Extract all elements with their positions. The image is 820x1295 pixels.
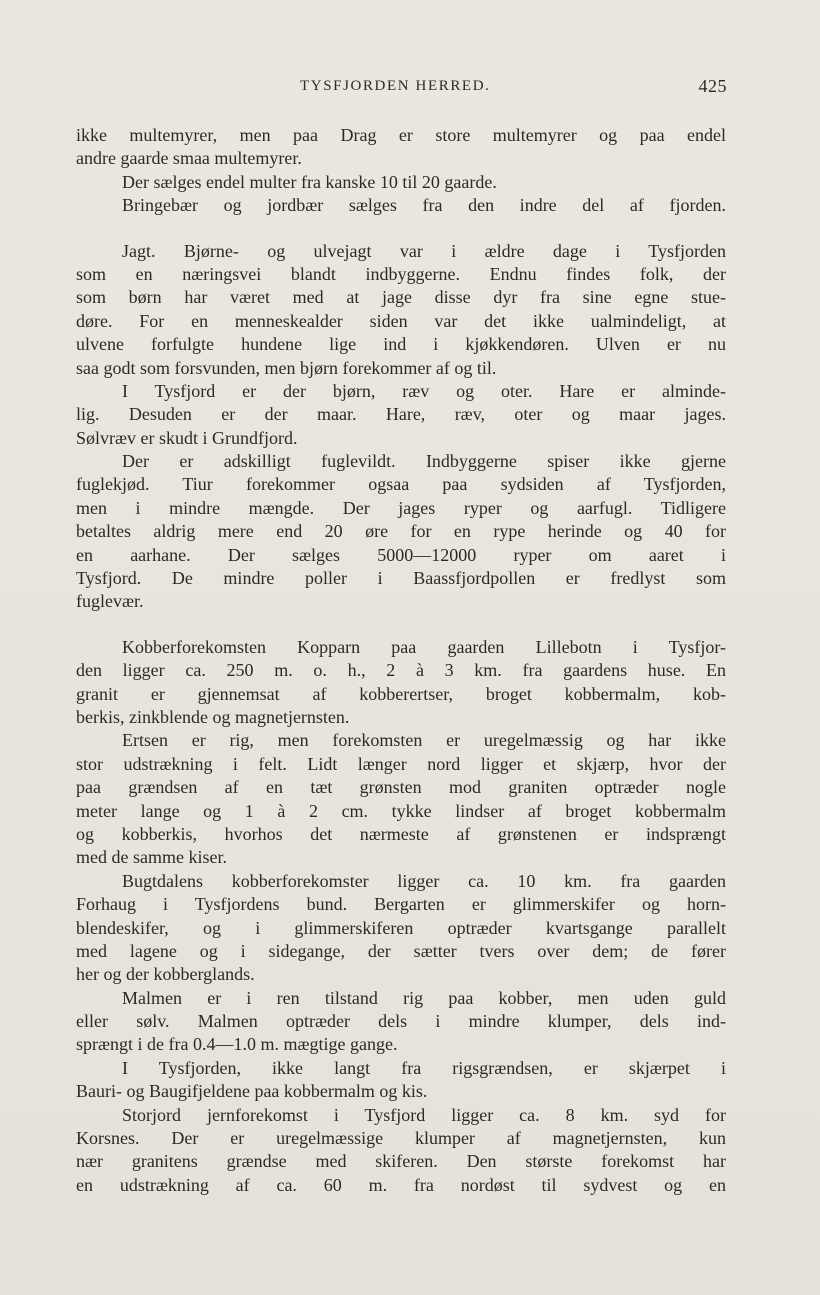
paragraph-kopparn [76,636,726,730]
text-line: ikke multemyrer, men paa Drag er store multemyrer og paa endel [76,125,726,145]
page-number: 425 [698,76,727,96]
text-line: Tysfjord. De mindre poller i Baassfjordpollen er fredlyst som [76,568,726,589]
text-line: I Tysfjord er der bjørn, ræv og oter. Hare er alminde- [122,380,726,401]
text-line: fuglekjød. Tiur forekommer ogsaa paa sydsiden af Tysfjorden, [76,474,726,495]
text-line: døre. For en menneskealder siden var det ikke ualmindeligt, at [76,310,726,331]
paragraph-ertsen [76,729,726,869]
text-line: den ligger ca. 250 m. o. h., 2 à 3 km. fra gaardens huse. En [76,660,726,681]
text-line: blendeskifer, og i glimmerskiferen optræder kvartsgange parallelt [76,917,726,938]
paragraph-malmen [76,987,726,1057]
text-line: I Tysfjorden, ikke langt fra rigsgrændsen, er skjærpet i [122,1057,726,1078]
text-line: som børn har været med at jage disse dyr fra sine egne stue- [76,287,726,308]
text-line: som en næringsvei blandt indbyggerne. Endnu findes folk, der [76,263,726,284]
text-line: med lagene og i sidegange, der sætter tvers over dem; de fører [76,940,726,961]
paragraph-skjaerp [76,1057,726,1104]
text-line: fuglevær. [76,591,144,612]
text-line: en aarhane. Der sælges 5000—12000 ryper om aaret i [76,544,726,565]
text-line: saa godt som forsvunden, men bjørn forekommer af og til. [76,357,497,378]
text-line: Storjord jernforekomst i Tysfjord ligger ca. 8 km. syd for [122,1104,726,1125]
paragraph-storjord [76,1104,726,1198]
text-line: Ertsen er rig, men forekomsten er uregelmæssig og har ikke [122,730,726,751]
text-line: Der sælges endel multer fra kanske 10 til 20 gaarde. [122,171,497,192]
text-line: Bugtdalens kobberforekomster ligger ca. 10 km. fra gaarden [122,870,726,891]
text-line: andre gaarde smaa multemyrer. [76,148,302,169]
page-header [0,78,820,100]
text-line: med de samme kiser. [76,847,227,868]
text-line: stor udstrækning i felt. Lidt længer nord ligger et skjærp, hvor der [76,753,726,774]
paragraph-animals [76,380,726,450]
text-line: Bauri- og Baugifjeldene paa kobbermalm og kis. [76,1081,428,1102]
text-line: Malmen er i ren tilstand rig paa kobber, men uden guld [122,987,726,1008]
paragraph-spacer [76,218,726,240]
paragraph-multer [76,124,726,171]
text-line: Sølvræv er skudt i Grundfjord. [76,427,298,448]
paragraph-bugtdalen [76,870,726,987]
text-line: sprængt i de fra 0.4—1.0 m. mægtige gange. [76,1034,398,1055]
text-line: meter lange og 1 à 2 cm. tykke lindser af broget kobbermalm [76,800,726,821]
text-line: Korsnes. Der er uregelmæssige klumper af magnetjernsten, kun [76,1128,726,1149]
text-line: Kobberforekomsten Kopparn paa gaarden Lillebotn i Tysfjor- [122,636,726,657]
text-line: nær granitens grændse med skiferen. Den største forekomst har [76,1151,726,1172]
paragraph-multer-sale [76,171,726,194]
text-line: eller sølv. Malmen optræder dels i mindre klumper, dels ind- [76,1011,726,1032]
text-line: men i mindre mængde. Der jages ryper og aarfugl. Tidligere [76,497,726,518]
text-line: granit er gjennemsat af kobberertser, broget kobbermalm, kob- [76,683,726,704]
text-line: og kobberkis, hvorhos det nærmeste af grønstenen er indsprængt [76,823,726,844]
text-line: Forhaug i Tysfjordens bund. Bergarten er glimmerskifer og horn- [76,894,726,915]
text-line: paa grændsen af en tæt grønsten mod graniten optræder nogle [76,777,726,798]
body-text [76,124,726,1197]
paragraph-berries [76,194,726,217]
text-line: Jagt. Bjørne- og ulvejagt var i ældre dage i Tysfjorden [122,240,726,261]
text-line: her og der kobberglands. [76,964,255,985]
paragraph-birds [76,450,726,614]
paragraph-jagt [76,240,726,380]
text-line: lig. Desuden er der maar. Hare, ræv, oter og maar jages. [76,404,726,425]
text-line: en udstrækning af ca. 60 m. fra nordøst til sydvest og en [76,1174,726,1195]
text-line: Der er adskilligt fuglevildt. Indbyggerne spiser ikke gjerne [122,451,726,472]
running-head: TYSFJORDEN HERRED. [300,78,491,94]
text-line: berkis, zinkblende og magnetjernsten. [76,706,350,727]
text-line: Bringebær og jordbær sælges fra den indre del af fjorden. [122,195,726,216]
text-line: ulvene forfulgte hundene lige ind i kjøkkendøren. Ulven er nu [76,334,726,355]
paragraph-spacer [76,614,726,636]
text-line: betaltes aldrig mere end 20 øre for en rype herinde og 40 for [76,521,726,542]
